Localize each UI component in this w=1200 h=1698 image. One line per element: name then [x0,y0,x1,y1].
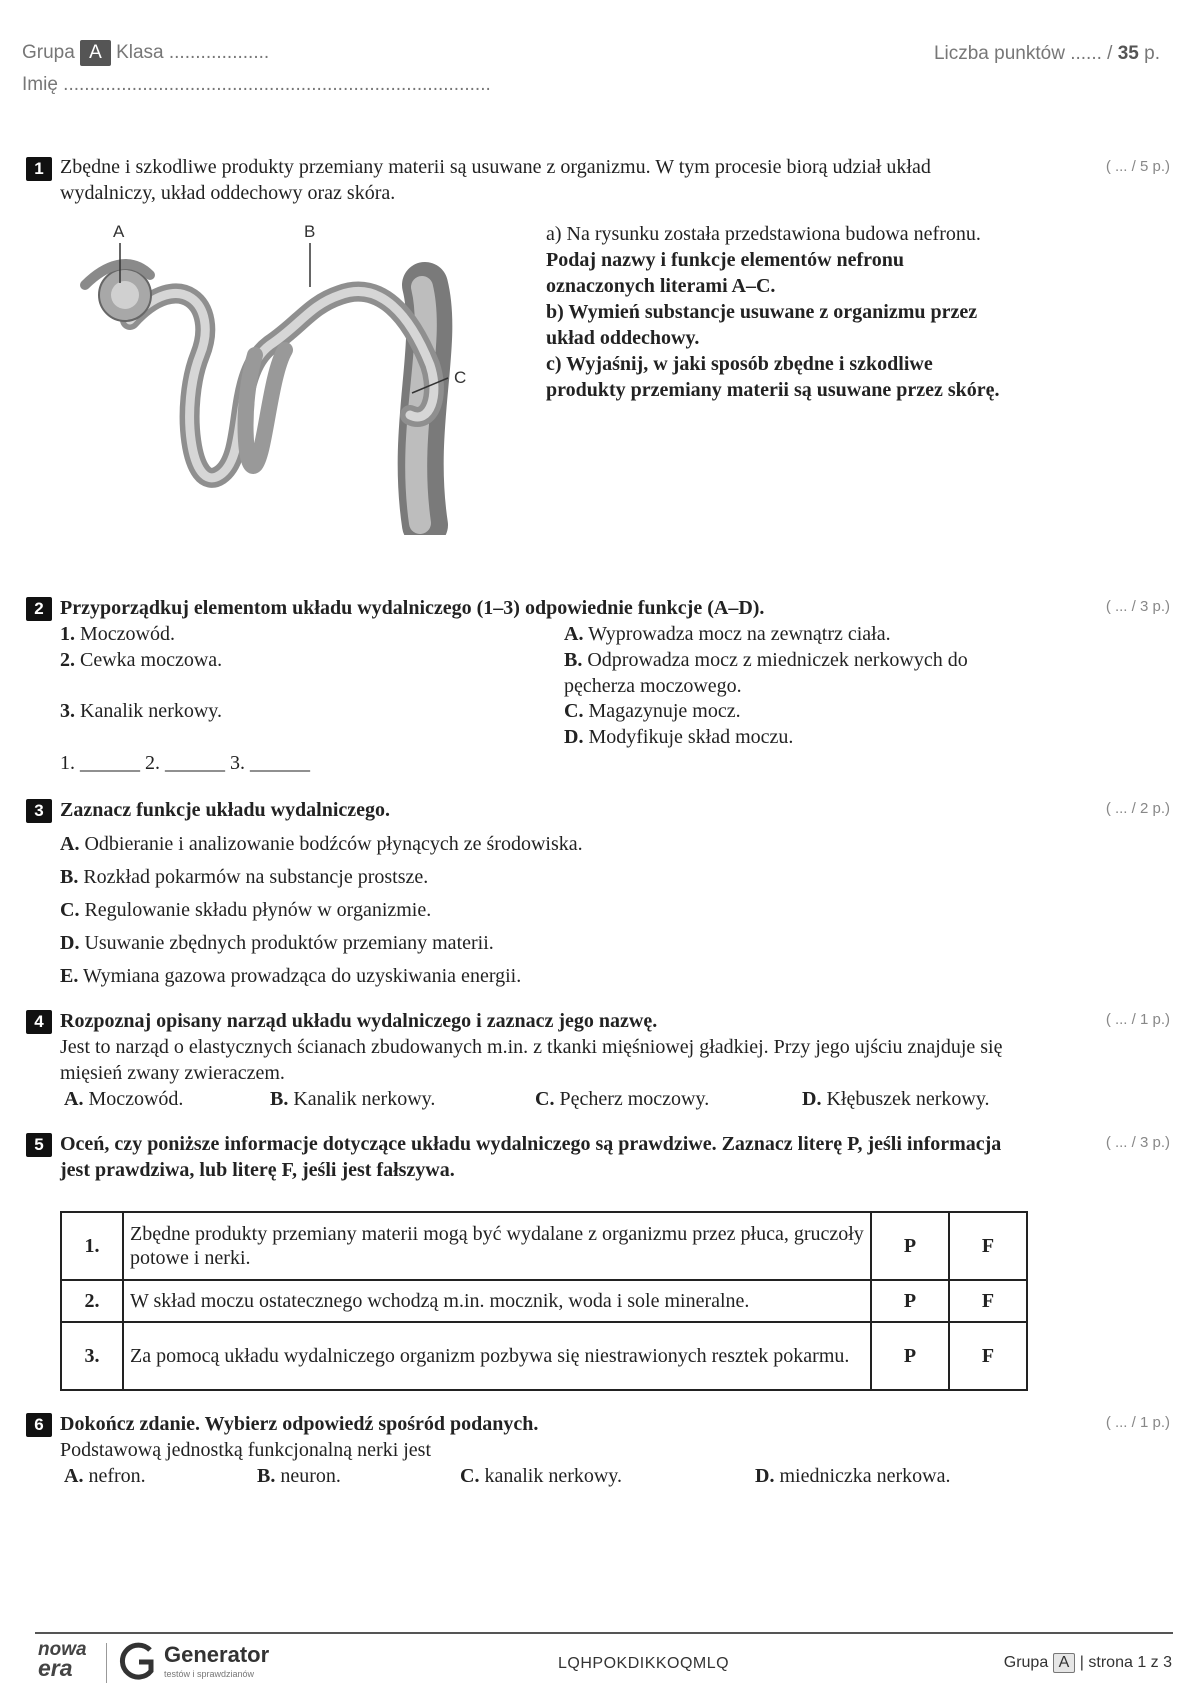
q2-right-letter: D. [564,726,584,748]
q3-option-text: Rozkład pokarmów na substancje prostsze. [83,866,429,888]
question-1-intro: Zbędne i szkodliwe produkty przemiany materii są usuwane z organizmu. W tym procesie biorą udział układ wydalniczy, układ oddechowy oraz skóra. [60,156,931,204]
name-field: Imię ................................................................................. [22,74,491,95]
q2-answer-line[interactable]: 1. ______ 2. ______ 3. ______ [60,752,310,774]
q2-left-num: 1. [60,623,75,645]
nowa-era-logo [38,1639,98,1681]
q6-option-letter: A. [64,1465,84,1487]
nephron-label-a: A [113,225,125,241]
points-total [934,43,1160,65]
q3-option[interactable] [60,963,521,989]
true-option[interactable]: P [871,1280,949,1322]
q4-option-text: Pęcherz moczowy. [559,1088,710,1110]
group-label: Grupa [22,42,75,63]
points-prefix: Liczba punktów ...... / [933,43,1113,64]
generator-title: Generator [164,1642,270,1667]
footer-divider [35,1632,1173,1634]
q2-left-num: 3. [60,700,75,722]
q3-option[interactable] [60,864,428,890]
q6-option[interactable] [257,1463,341,1489]
question-6-title: Dokończ zdanie. Wybierz odpowiedź spośród podanych. [60,1413,539,1435]
q3-option[interactable] [60,831,583,857]
q4-option-letter: C. [535,1088,555,1110]
q2-left-text: Kanalik nerkowy. [80,700,222,722]
row-statement: Za pomocą układu wydalniczego organizm pozbywa się niestrawionych resztek pokarmu. [123,1322,871,1390]
q3-option-text: Odbieranie i analizowanie bodźców płynących ze środowiska. [84,833,583,855]
q4-option-letter: D. [802,1088,822,1110]
q2-right-letter: C. [564,700,584,722]
q2-right-item [564,724,1034,750]
question-number-2: 2 [26,597,52,621]
true-option[interactable]: P [871,1212,949,1280]
q4-option[interactable] [64,1086,183,1112]
table-row [61,1322,1027,1390]
q4-option[interactable] [270,1086,435,1112]
true-option[interactable]: P [871,1322,949,1390]
q4-option-letter: A. [64,1088,84,1110]
q2-right-item [564,698,1034,724]
q3-option-text: Wymiana gazowa prowadząca do uzyskiwania energii. [82,965,522,987]
q6-option[interactable] [460,1463,622,1489]
q2-left-text: Cewka moczowa. [80,649,223,671]
false-option[interactable]: F [949,1280,1027,1322]
task-c: c) Wyjaśnij, w jaki sposób zbędne i szkodliwe produkty przemiany materii są usuwane przez skórę. [546,353,1000,401]
points-total-value: 35 [1117,43,1139,64]
q2-right-letter: B. [564,649,583,671]
q3-option-letter: E. [60,965,79,987]
q4-option-text: Moczowód. [88,1088,184,1110]
footer-page-info [1004,1653,1172,1673]
q2-right-text: Modyfikuje skład moczu. [588,726,794,748]
question-6-points: ( ... / 1 p.) [1105,1414,1170,1431]
q3-option-text: Regulowanie składu płynów w organizmie. [84,899,432,921]
q6-option-text: miedniczka nerkowa. [779,1465,951,1487]
q2-right-text: Magazynuje mocz. [588,700,741,722]
q6-option-text: nefron. [88,1465,146,1487]
q3-option-letter: A. [60,833,80,855]
logo-bottom: era [38,1655,73,1681]
page-number: | strona 1 z 3 [1079,1654,1172,1671]
q3-option[interactable] [60,930,494,956]
question-3-points: ( ... / 2 p.) [1105,800,1170,817]
question-4-title: Rozpoznaj opisany narząd układu wydalniczego i zaznacz jego nazwę. [60,1010,658,1032]
q2-left-item [60,621,175,647]
q2-right-text: Odprowadza mocz z miedniczek nerkowych do pęcherza moczowego. [564,649,968,697]
q6-option[interactable] [64,1463,146,1489]
question-5-points: ( ... / 3 p.) [1105,1134,1170,1151]
row-statement: W skład moczu ostatecznego wchodzą m.in. mocznik, woda i sole mineralne. [123,1280,871,1322]
q2-right-item [564,647,1034,699]
footer-group-badge: A [1053,1653,1076,1673]
q6-option-letter: C. [460,1465,480,1487]
q6-option[interactable] [755,1463,951,1489]
q2-left-num: 2. [60,649,75,671]
question-2-title: Przyporządkuj elementom układu wydalniczego (1–3) odpowiednie funkcje (A–D). [60,597,765,619]
class-field: Klasa ................... [116,42,270,63]
q3-option[interactable] [60,897,431,923]
logo-separator [106,1643,107,1683]
q2-left-text: Moczowód. [80,623,175,645]
question-number-6: 6 [26,1413,52,1437]
logo-top: nowa [38,1639,87,1660]
question-1-points: ( ... / 5 p.) [1105,158,1170,175]
q4-option[interactable] [802,1086,990,1112]
q3-option-letter: B. [60,866,79,888]
question-number-3: 3 [26,799,52,823]
row-statement: Zbędne produkty przemiany materii mogą być wydalane z organizmu przez płuca, gruczoły potowe i nerki. [123,1212,871,1280]
q6-option-text: neuron. [280,1465,341,1487]
q3-option-text: Usuwanie zbędnych produktów przemiany materii. [84,932,494,954]
q6-option-letter: D. [755,1465,775,1487]
q2-right-item [564,621,1034,647]
points-suffix: p. [1144,43,1160,64]
generator-subtitle: testów i sprawdzianów [164,1669,255,1679]
document-code: LQHPOKDIKKOQMLQ [558,1655,730,1672]
table-row [61,1212,1027,1280]
question-5-title: Oceń, czy poniższe informacje dotyczące układu wydalniczego są prawdziwe. Zaznacz literę P, jeśli informacja jest prawdziwa, lub literę F, jeśli jest fałszywa. [60,1133,1002,1181]
row-number: 2. [61,1280,123,1322]
task-a-intro: a) Na rysunku została przedstawiona budowa nefronu. [546,223,981,245]
footer-group-label: Grupa [1003,1654,1049,1671]
task-a-instruction: Podaj nazwy i funkcje elementów nefronu oznaczonych literami A–C. [546,249,904,297]
question-2-points: ( ... / 3 p.) [1105,598,1170,615]
q2-right-letter: A. [564,623,584,645]
question-4-text: Jest to narząd o elastycznych ścianach zbudowanych m.in. z tkanki mięśniowej gładkiej. Przy jego ujściu znajduje się mięsień zwany zwieraczem. [60,1036,1003,1084]
generator-g-icon [118,1641,158,1683]
q6-option-text: kanalik nerkowy. [484,1465,623,1487]
q2-left-item [60,698,222,724]
question-number-1: 1 [26,157,52,181]
question-1-tasks [546,221,1016,403]
false-option[interactable]: F [949,1322,1027,1390]
q6-option-letter: B. [257,1465,276,1487]
q3-option-letter: D. [60,932,80,954]
nephron-illustration [70,225,520,535]
group-badge: A [80,40,111,66]
q2-left-item [60,647,222,673]
q4-option-text: Kłębuszek nerkowy. [826,1088,990,1110]
q4-option[interactable] [535,1086,709,1112]
q4-option-text: Kanalik nerkowy. [293,1088,436,1110]
q2-right-text: Wyprowadza mocz na zewnątrz ciała. [588,623,891,645]
row-number: 1. [61,1212,123,1280]
nephron-label-b: B [304,225,316,241]
question-6-text: Podstawową jednostką funkcjonalną nerki jest [60,1439,432,1461]
table-row [61,1280,1027,1322]
task-b: b) Wymień substancje usuwane z organizmu przez układ oddechowy. [546,301,978,349]
nephron-label-c: C [454,368,467,387]
question-4-points: ( ... / 1 p.) [1105,1011,1170,1028]
row-number: 3. [61,1322,123,1390]
false-option[interactable]: F [949,1212,1027,1280]
question-number-4: 4 [26,1010,52,1034]
group-field [22,40,269,66]
question-3-title: Zaznacz funkcje układu wydalniczego. [60,799,391,821]
q3-option-letter: C. [60,899,80,921]
true-false-table [60,1211,1028,1391]
q4-option-letter: B. [270,1088,289,1110]
question-number-5: 5 [26,1133,52,1157]
